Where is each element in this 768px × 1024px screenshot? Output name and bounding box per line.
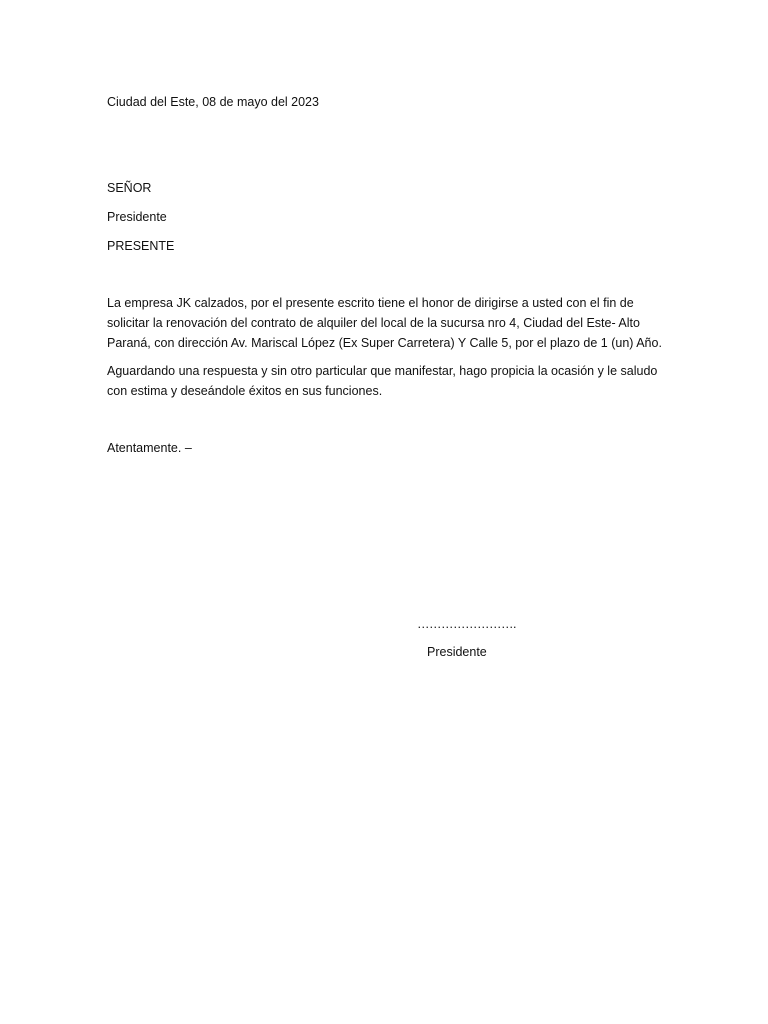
signature-title: Presidente: [427, 645, 487, 659]
paragraph-1-line-1: La empresa JK calzados, por el presente escrito tiene el honor de dirigirse a usted con el fin de: [107, 296, 634, 310]
paragraph-1-line-3: Paraná, con dirección Av. Mariscal López (Ex Super Carretera) Y Calle 5, por el plazo de 1 (un) Año.: [107, 336, 662, 350]
date-line: Ciudad del Este, 08 de mayo del 2023: [107, 95, 319, 109]
body-paragraph-2: [107, 361, 667, 401]
signature-line: …………………….: [417, 617, 516, 631]
paragraph-2-line-1: Aguardando una respuesta y sin otro particular que manifestar, hago propicia la ocasión y le saludo: [107, 364, 658, 378]
closing-line: Atentamente. –: [107, 441, 192, 455]
paragraph-2-line-2: con estima y deseándole éxitos en sus funciones.: [107, 384, 383, 398]
paragraph-1-line-2: solicitar la renovación del contrato de alquiler del local de la sucursa nro 4, Ciudad del Este- Alto: [107, 316, 640, 330]
recipient-salutation: SEÑOR: [107, 181, 152, 195]
body-paragraph-1: [107, 293, 667, 353]
recipient-presente: PRESENTE: [107, 239, 175, 253]
recipient-title: Presidente: [107, 210, 167, 224]
